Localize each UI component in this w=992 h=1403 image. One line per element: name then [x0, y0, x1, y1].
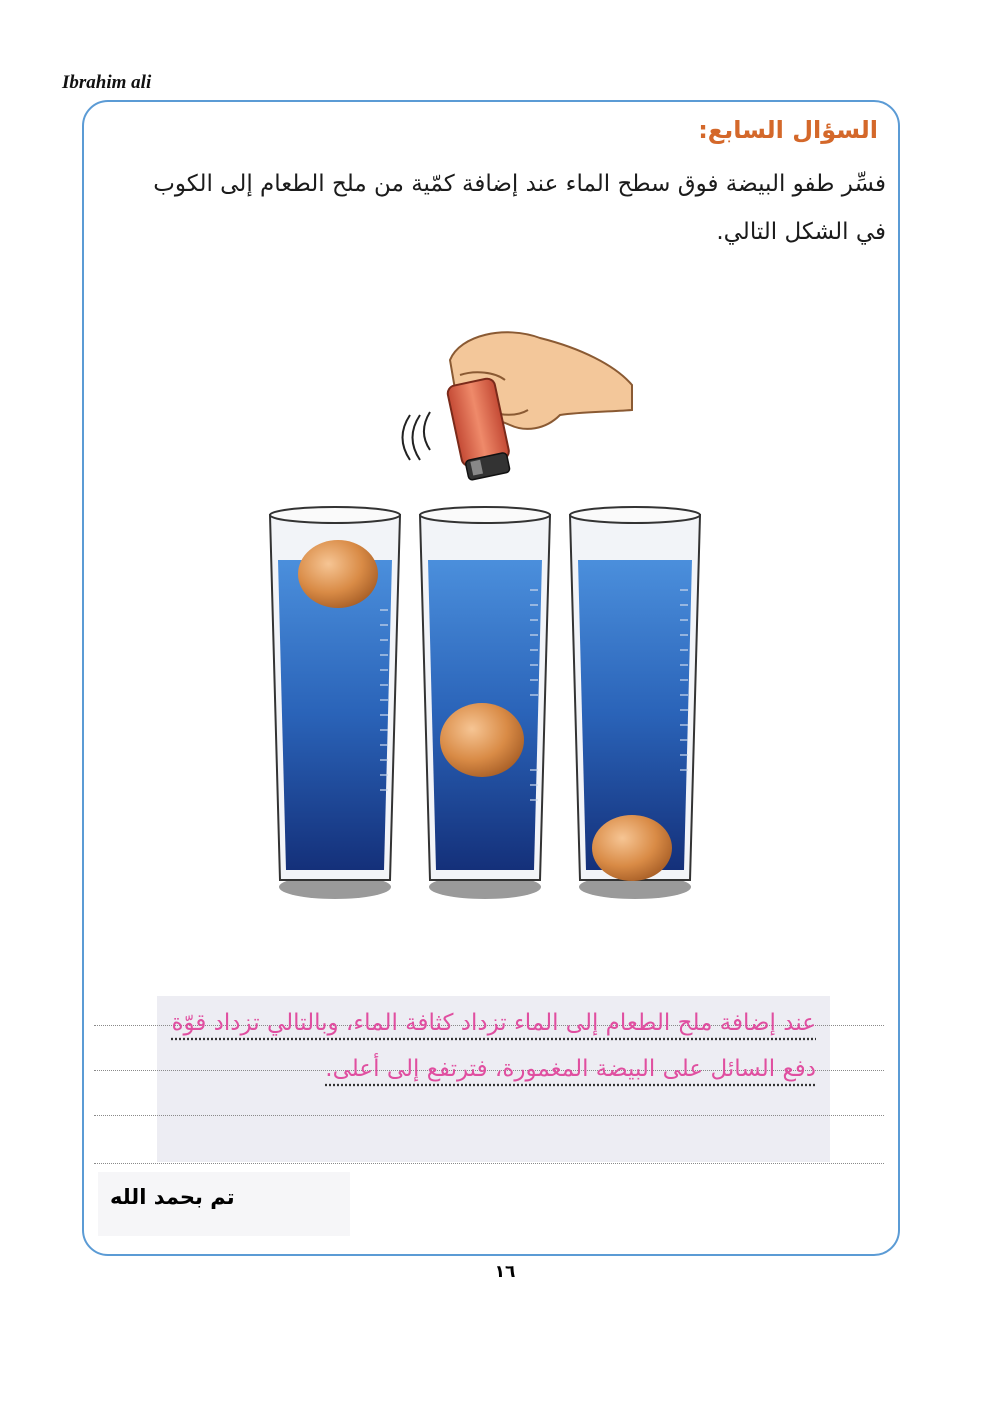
page-number: ١٦ — [494, 1262, 516, 1282]
glass-sunken-egg — [570, 507, 700, 899]
answer-line — [94, 1163, 884, 1164]
author-name: Ibrahim ali — [62, 72, 152, 93]
egg-icon — [592, 815, 672, 881]
glass-suspended-egg — [420, 507, 550, 899]
glass-floating-egg — [270, 507, 400, 899]
closing-text: تم بحمد الله — [110, 1185, 235, 1209]
egg-icon — [298, 540, 378, 608]
answer-line — [94, 1115, 884, 1116]
shake-lines-icon — [403, 412, 431, 460]
question-text: فسِّر طفو البيضة فوق سطح الماء عند إضافة كمّية من ملح الطعام إلى الكوب في الشكل التالي. — [153, 171, 886, 245]
question-title: السؤال السابع: — [698, 116, 878, 144]
answer-text-content: عند إضافة ملح الطعام إلى الماء تزداد كثافة الماء، وبالتالي تزداد قوّة دفع السائل على البيضة المغمورة، فترتفع إلى أعلى. — [171, 1010, 816, 1082]
egg-icon — [440, 703, 524, 777]
egg-density-figure — [260, 320, 720, 920]
answer-text — [160, 1000, 816, 1092]
